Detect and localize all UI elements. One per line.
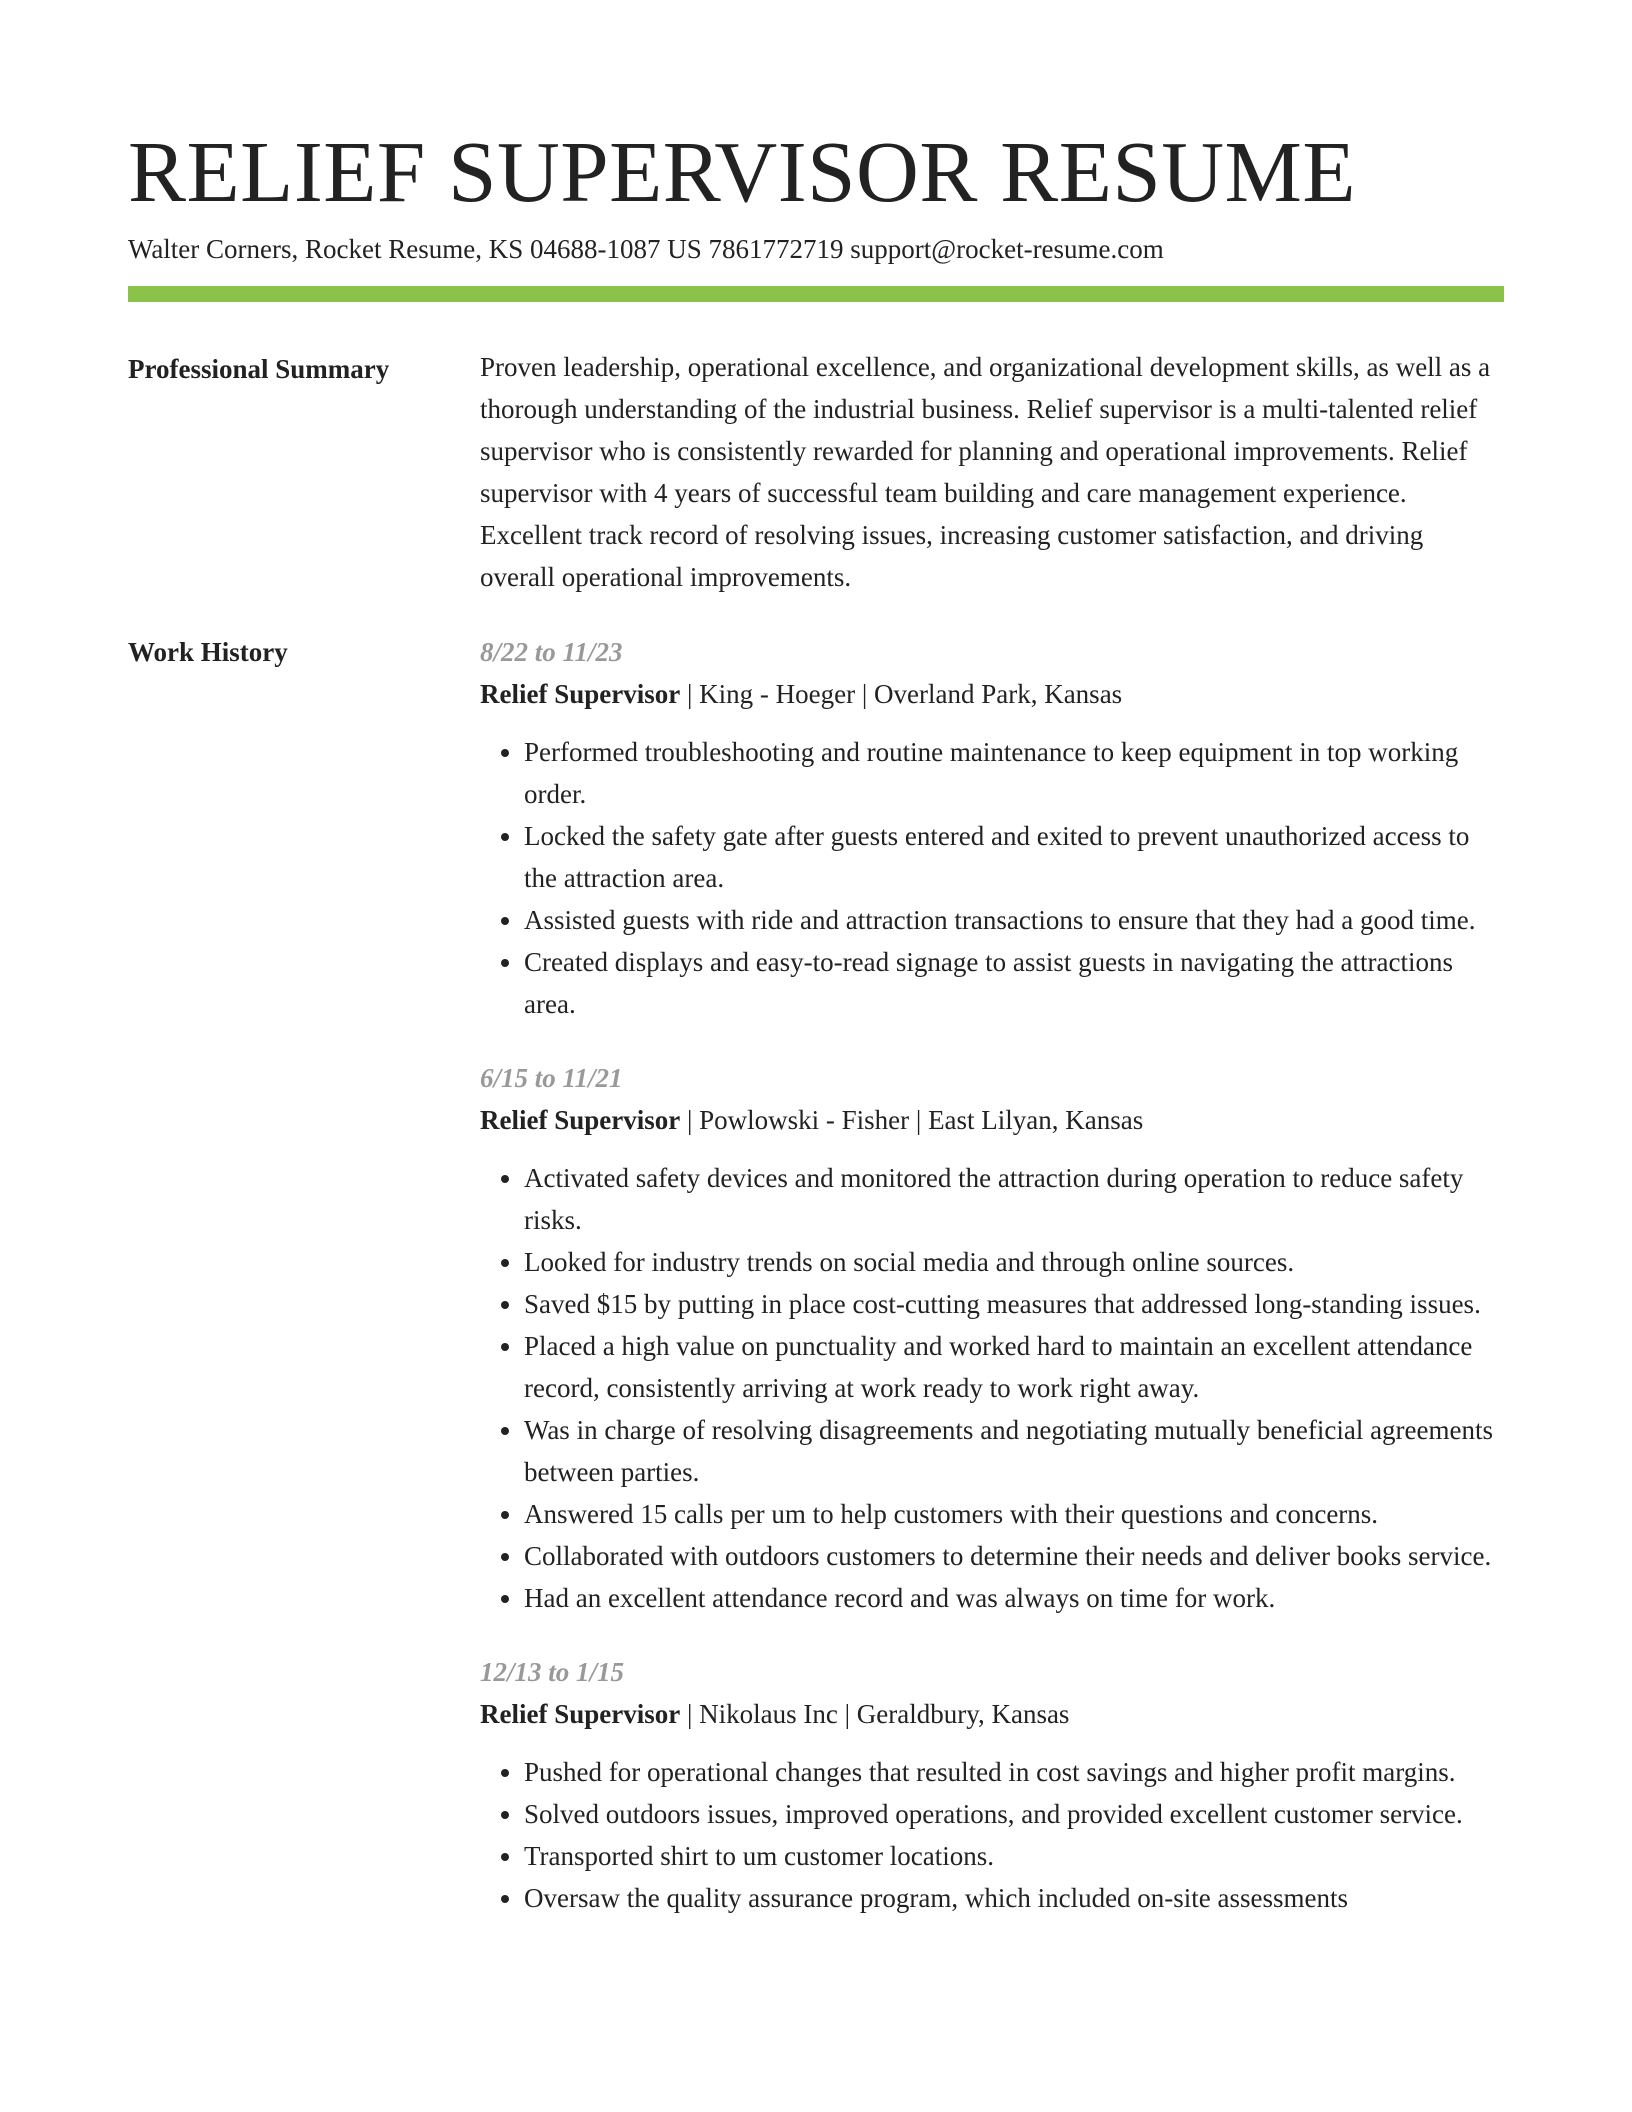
job-entry bbox=[480, 1057, 1504, 1619]
job-location: Geraldbury, Kansas bbox=[856, 1699, 1070, 1729]
job-company: Nikolaus Inc bbox=[699, 1699, 838, 1729]
job-separator: | bbox=[855, 679, 874, 709]
job-heading bbox=[480, 1099, 1504, 1141]
job-bullet: • Looked for industry trends on social media and through online sources. bbox=[524, 1241, 1504, 1283]
job-bullet: • Pushed for operational changes that resulted in cost savings and higher profit margins. bbox=[524, 1751, 1504, 1793]
job-bullet: • Created displays and easy-to-read signage to assist guests in navigating the attractions area. bbox=[524, 941, 1504, 1025]
job-separator: | bbox=[837, 1699, 857, 1729]
job-bullet: • Transported shirt to um customer locations. bbox=[524, 1835, 1504, 1877]
job-company: King - Hoeger bbox=[699, 679, 856, 709]
job-bullet: • Activated safety devices and monitored the attraction during operation to reduce safety risks. bbox=[524, 1157, 1504, 1241]
job-bullet-list bbox=[480, 1751, 1504, 1919]
job-heading bbox=[480, 673, 1504, 715]
job-bullet: • Performed troubleshooting and routine maintenance to keep equipment in top working order. bbox=[524, 731, 1504, 815]
job-bullet: • Assisted guests with ride and attraction transactions to ensure that they had a good time. bbox=[524, 899, 1504, 941]
job-dates: 8/22 to 11/23 bbox=[480, 637, 623, 667]
job-bullet: • Collaborated with outdoors customers to determine their needs and deliver books service. bbox=[524, 1535, 1504, 1577]
job-separator: | bbox=[680, 1105, 700, 1135]
job-bullet: • Was in charge of resolving disagreements and negotiating mutually beneficial agreements between parties. bbox=[524, 1409, 1504, 1493]
job-bullet: • Oversaw the quality assurance program, which included on-site assessments bbox=[524, 1877, 1504, 1919]
summary-label: Professional Summary bbox=[128, 354, 390, 384]
job-bullet: • Locked the safety gate after guests entered and exited to prevent unauthorized access to the attraction area. bbox=[524, 815, 1504, 899]
job-bullet-list bbox=[480, 1157, 1504, 1619]
job-dates: 6/15 to 11/21 bbox=[480, 1063, 623, 1093]
job-separator: | bbox=[680, 679, 700, 709]
job-entry bbox=[480, 631, 1504, 1025]
summary-text: Proven leadership, operational excellence, and organizational development skills, as well as a thorough understanding of the industrial business. Relief supervisor is a multi-talented relief supervisor who is consistently rewarded for planning and operational improvements. Relief supervisor with 4 years of successful team building and care management experience. Excellent track record of resolving issues, increasing customer satisfaction, and driving overall operational improvements. bbox=[480, 352, 1491, 592]
job-location: East Lilyan, Kansas bbox=[928, 1105, 1144, 1135]
job-dates: 12/13 to 1/15 bbox=[480, 1657, 625, 1687]
job-bullet: • Solved outdoors issues, improved operations, and provided excellent customer service. bbox=[524, 1793, 1504, 1835]
job-separator: | bbox=[909, 1105, 929, 1135]
job-title: Relief Supervisor bbox=[480, 1105, 681, 1135]
resume-title: RELIEF SUPERVISOR RESUME bbox=[128, 123, 1357, 220]
job-bullet: • Answered 15 calls per um to help customers with their questions and concerns. bbox=[524, 1493, 1504, 1535]
summary-section bbox=[480, 346, 1504, 598]
work-history-section bbox=[480, 631, 1504, 1951]
job-bullet: • Placed a high value on punctuality and worked hard to maintain an excellent attendance record, consistently arriving at work ready to work right away. bbox=[524, 1325, 1504, 1409]
job-separator: | bbox=[680, 1699, 700, 1729]
job-bullet-list bbox=[480, 731, 1504, 1025]
work-history-label: Work History bbox=[128, 637, 288, 667]
job-bullet: • Had an excellent attendance record and was always on time for work. bbox=[524, 1577, 1504, 1619]
job-company: Powlowski - Fisher bbox=[699, 1105, 910, 1135]
job-heading bbox=[480, 1693, 1504, 1735]
contact-line: Walter Corners, Rocket Resume, KS 04688-1087 US 7861772719 support@rocket-resume.com bbox=[128, 234, 1164, 264]
job-location: Overland Park, Kansas bbox=[874, 679, 1123, 709]
job-title: Relief Supervisor bbox=[480, 679, 681, 709]
job-entry bbox=[480, 1651, 1504, 1919]
resume-page bbox=[128, 0, 1504, 2112]
header-divider bbox=[128, 286, 1504, 302]
job-bullet: • Saved $15 by putting in place cost-cutting measures that addressed long-standing issues. bbox=[524, 1283, 1504, 1325]
job-title: Relief Supervisor bbox=[480, 1699, 681, 1729]
